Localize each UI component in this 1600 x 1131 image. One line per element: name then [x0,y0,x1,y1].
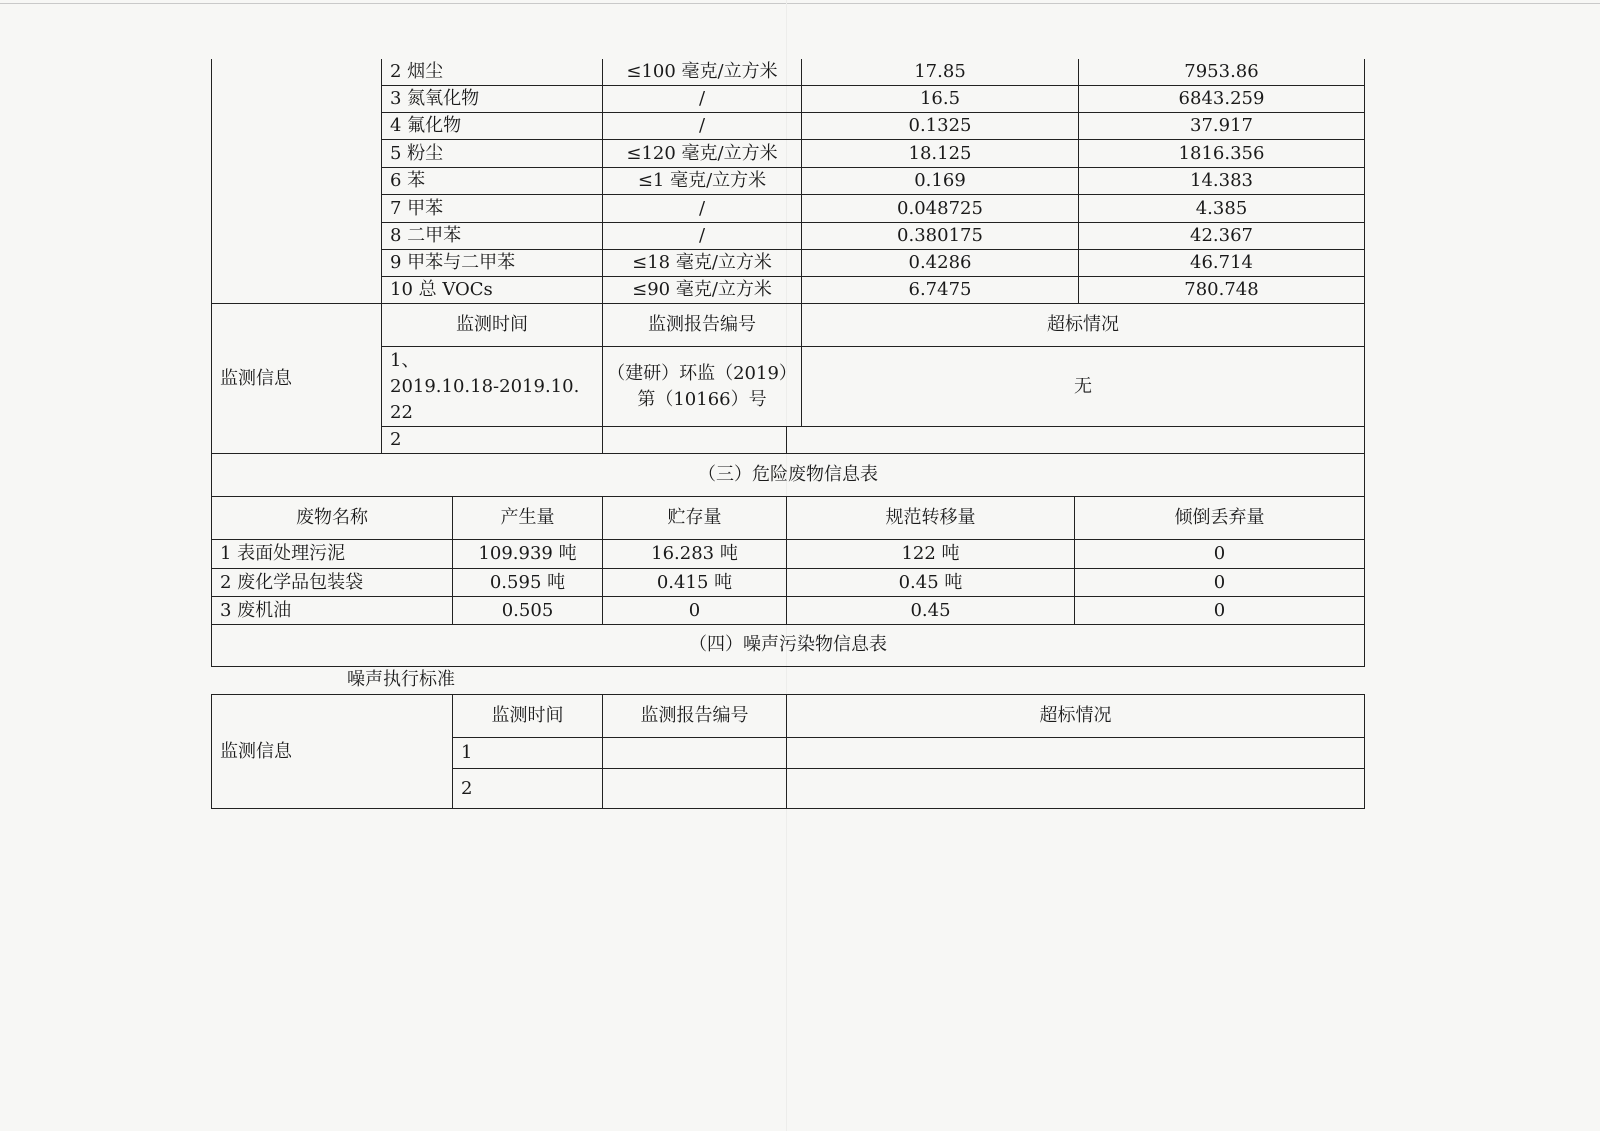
pollutant-category-cell [212,59,382,304]
monitor-row-number: 1、 [390,349,420,371]
hazard-header-produced: 产生量 [453,497,603,540]
hazard-row-name: 2 废化学品包装袋 [212,569,453,597]
noise-row-report [603,769,787,808]
hazard-row-name: 3 废机油 [212,597,453,625]
emission-amount: 37.917 [1079,113,1364,140]
noise-time-header: 监测时间 [453,695,603,738]
hazard-row-produced: 0.505 [453,597,603,625]
monitor-row-2-exceed [787,427,1364,454]
hazard-row-stored: 0.415 吨 [603,569,787,597]
hazard-table-title: （三）危险废物信息表 [212,454,1364,497]
noise-report-header: 监测报告编号 [603,695,787,738]
monitor-time-cell [382,347,603,427]
monitor-time-header: 监测时间 [382,304,603,347]
hazard-row-produced: 109.939 吨 [453,540,603,569]
emission-limit: ≤100 毫克/立方米 [603,59,802,86]
emission-limit: / [603,223,802,250]
noise-exceed-header: 超标情况 [787,695,1364,738]
noise-monitor-table [211,694,1365,809]
emission-name: 3 氮氧化物 [382,86,603,113]
emission-name: 9 甲苯与二甲苯 [382,250,603,277]
hazard-header-name: 废物名称 [212,497,453,540]
hazard-row-stored: 16.283 吨 [603,540,787,569]
noise-standard-label: 噪声执行标准 [347,669,455,690]
hazard-row-transferred: 0.45 [787,597,1075,625]
emission-concentration: 0.380175 [802,223,1079,250]
emission-amount: 1816.356 [1079,140,1364,168]
emission-concentration: 6.7475 [802,277,1079,304]
emission-amount: 42.367 [1079,223,1364,250]
noise-table-title: （四）噪声污染物信息表 [689,634,887,655]
hazard-row-transferred: 0.45 吨 [787,569,1075,597]
emission-concentration: 17.85 [802,59,1079,86]
emission-name: 7 甲苯 [382,195,603,223]
monitor-report-header: 监测报告编号 [603,304,802,347]
emission-amount: 7953.86 [1079,59,1364,86]
hazard-row-produced: 0.595 吨 [453,569,603,597]
monitor-report-cell [603,347,802,427]
monitor-time-line-a: 2019.10.18-2019.10. [390,375,580,397]
emission-concentration: 16.5 [802,86,1079,113]
hazard-header-dumped: 倾倒丢弃量 [1075,497,1364,540]
emission-concentration: 18.125 [802,140,1079,168]
emission-concentration: 0.4286 [802,250,1079,277]
monitor-row-2-report [603,427,787,454]
emission-name: 6 苯 [382,168,603,195]
main-table [211,59,1365,667]
monitor-report-line-a: （建研）环监（2019） [607,362,797,384]
monitor-row-2-number: 2 [382,427,603,454]
emission-limit: ≤18 毫克/立方米 [603,250,802,277]
scan-top-edge [0,3,1600,4]
monitor-report-line-b: 第（10166）号 [637,388,767,410]
emission-name: 2 烟尘 [382,59,603,86]
noise-row-report [603,738,787,769]
hazard-row-dumped: 0 [1075,540,1364,569]
hazard-row-stored: 0 [603,597,787,625]
emission-limit: / [603,113,802,140]
emission-limit: / [603,86,802,113]
emission-amount: 780.748 [1079,277,1364,304]
emission-concentration: 0.048725 [802,195,1079,223]
emission-amount: 46.714 [1079,250,1364,277]
noise-row-number: 2 [453,769,603,808]
noise-row-exceed [787,738,1364,769]
emission-name: 10 总 VOCs [382,277,603,304]
emission-concentration: 0.1325 [802,113,1079,140]
emission-amount: 14.383 [1079,168,1364,195]
hazard-row-dumped: 0 [1075,597,1364,625]
emission-amount: 6843.259 [1079,86,1364,113]
hazard-row-transferred: 122 吨 [787,540,1075,569]
emission-limit: ≤90 毫克/立方米 [603,277,802,304]
emission-name: 8 二甲苯 [382,223,603,250]
emission-limit: / [603,195,802,223]
noise-row-exceed [787,769,1364,808]
emission-limit: ≤1 毫克/立方米 [603,168,802,195]
emission-amount: 4.385 [1079,195,1364,223]
monitor-exceed-header: 超标情况 [802,304,1364,347]
hazard-row-name: 1 表面处理污泥 [212,540,453,569]
monitor-info-label: 监测信息 [212,304,382,454]
emission-name: 4 氟化物 [382,113,603,140]
hazard-row-dumped: 0 [1075,569,1364,597]
hazard-header-stored: 贮存量 [603,497,787,540]
monitor-exceed-cell: 无 [802,347,1364,427]
monitor-time-line-b: 22 [390,401,413,423]
emission-concentration: 0.169 [802,168,1079,195]
noise-row-number: 1 [453,738,603,769]
emission-limit: ≤120 毫克/立方米 [603,140,802,168]
hazard-header-transferred: 规范转移量 [787,497,1075,540]
emission-name: 5 粉尘 [382,140,603,168]
noise-monitor-info-label: 监测信息 [212,695,453,808]
